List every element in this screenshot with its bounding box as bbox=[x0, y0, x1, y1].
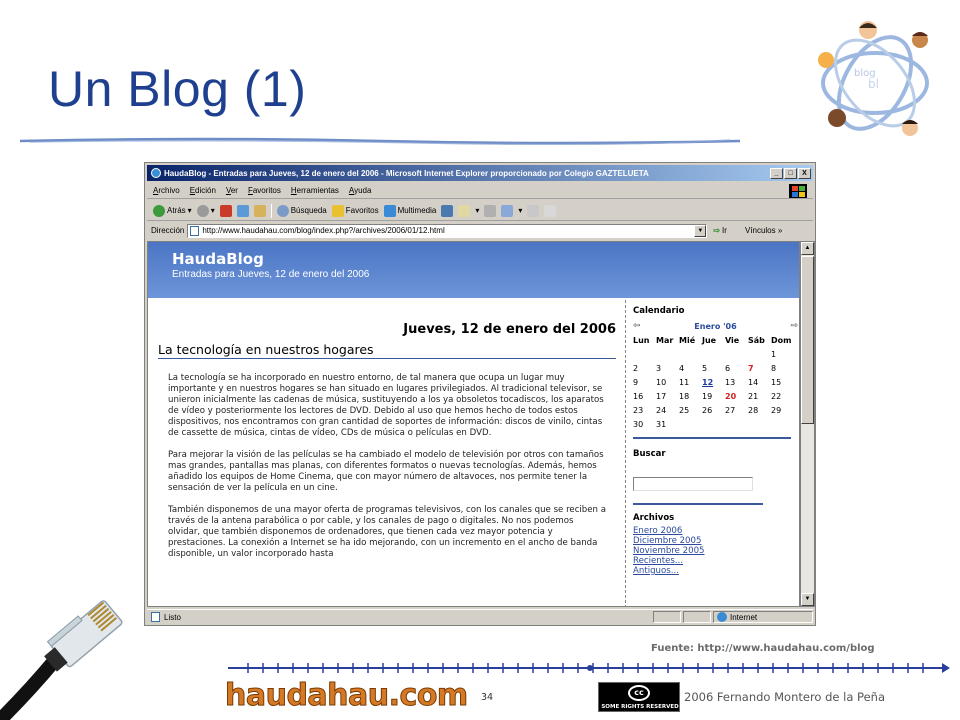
windows-logo-icon bbox=[789, 184, 807, 198]
calendar-weekday: Vie bbox=[725, 336, 740, 345]
status-cell bbox=[683, 611, 711, 623]
cc-text: SOME RIGHTS RESERVED bbox=[601, 704, 679, 710]
calendar-day: 10 bbox=[656, 378, 667, 387]
svg-text:bl: bl bbox=[868, 77, 879, 91]
calendar-day: 29 bbox=[771, 406, 782, 415]
address-label: Dirección bbox=[151, 226, 185, 235]
print-icon[interactable] bbox=[484, 205, 496, 217]
multimedia-button[interactable]: Multimedia bbox=[384, 205, 437, 217]
calendar-day: 17 bbox=[656, 392, 667, 401]
menu-edicion[interactable]: Edición bbox=[189, 186, 216, 195]
internet-explorer-icon bbox=[151, 168, 161, 178]
post-paragraph: Para mejorar la visión de las películas se ha cambiado el modelo de televisión por otros con tamaños mas grandes, pantallas mas planas, con diferentes formatos o nuevas tecnologías. Además, hemos añadido los equipos de Home Cinema, que con mayor número de altavoces, nos permite tener la sensación de ver la película en un cine. bbox=[168, 450, 604, 493]
search-button[interactable]: Búsqueda bbox=[277, 205, 327, 217]
address-input[interactable] bbox=[187, 224, 707, 238]
calendar-day: 6 bbox=[725, 364, 731, 373]
window-titlebar[interactable] bbox=[147, 165, 813, 181]
timeline-decoration bbox=[228, 660, 950, 680]
page-icon bbox=[190, 226, 199, 236]
menu-ayuda[interactable]: Ayuda bbox=[348, 186, 372, 195]
media-icon bbox=[384, 205, 396, 217]
calendar-day: 1 bbox=[771, 350, 777, 359]
go-button[interactable]: ⇨ Ir bbox=[713, 226, 727, 235]
scroll-down-button[interactable]: ▼ bbox=[801, 593, 814, 606]
page-number: 34 bbox=[481, 692, 494, 703]
address-bar bbox=[147, 222, 813, 239]
status-bar bbox=[147, 609, 813, 624]
post-title[interactable]: La tecnología en nuestros hogares bbox=[158, 342, 616, 359]
calendar-grid bbox=[633, 336, 798, 429]
calendar-day: 18 bbox=[679, 392, 690, 401]
title-underline bbox=[20, 137, 740, 145]
calendar-day bbox=[633, 350, 656, 359]
calendar-day: 23 bbox=[633, 406, 644, 415]
calendar-day: 9 bbox=[633, 378, 639, 387]
search-input[interactable] bbox=[633, 477, 753, 491]
page-done-icon bbox=[151, 612, 160, 622]
cc-icon: cc bbox=[628, 685, 650, 701]
go-arrow-icon: ⇨ bbox=[713, 226, 721, 235]
sidebar-divider bbox=[633, 437, 791, 439]
calendar-day bbox=[748, 350, 771, 359]
date-heading: Jueves, 12 de enero del 2006 bbox=[403, 322, 616, 337]
blog-header bbox=[148, 242, 800, 298]
calendar-day: 11 bbox=[679, 378, 690, 387]
menu-archivo[interactable]: Archivo bbox=[153, 186, 180, 195]
main-column bbox=[158, 312, 616, 571]
calendar-day: 2 bbox=[633, 364, 639, 373]
archive-link[interactable]: Antiguos... bbox=[633, 566, 679, 576]
edit-icon[interactable] bbox=[501, 205, 513, 217]
close-button[interactable]: X bbox=[798, 168, 811, 179]
calendar-weekday: Dom bbox=[771, 336, 792, 345]
calendar-day: 21 bbox=[748, 392, 759, 401]
calendar-day: 8 bbox=[771, 364, 777, 373]
calendar-day[interactable]: 12 bbox=[702, 378, 714, 387]
address-value: http://www.haudahau.com/blog/index.php?/archives/2006/01/12.html bbox=[202, 226, 445, 235]
vertical-scrollbar[interactable] bbox=[800, 241, 815, 607]
calendar-day: 16 bbox=[633, 392, 644, 401]
toolbar: Atrás ▾ ▾ Búsqueda Favoritos Multimedia ▾ ▾ bbox=[147, 201, 813, 221]
archive-link[interactable]: Noviembre 2005 bbox=[633, 546, 705, 556]
menu-herramientas[interactable]: Herramientas bbox=[290, 186, 339, 195]
calendar-day bbox=[725, 420, 748, 429]
calendar-day: 22 bbox=[771, 392, 782, 401]
archives-list bbox=[633, 526, 798, 576]
calendar-day: 31 bbox=[656, 420, 667, 429]
refresh-icon[interactable] bbox=[237, 205, 249, 217]
next-month-icon[interactable]: ⇨ bbox=[790, 321, 798, 331]
forward-arrow-icon bbox=[197, 205, 209, 217]
column-divider bbox=[625, 300, 626, 607]
calendar-weekday: Sáb bbox=[748, 336, 765, 345]
address-dropdown-button[interactable]: ▼ bbox=[694, 225, 706, 237]
menu-bar bbox=[147, 183, 813, 199]
mail-icon[interactable] bbox=[458, 205, 470, 217]
status-cell bbox=[653, 611, 681, 623]
sidebar-divider bbox=[633, 503, 763, 505]
blog-name[interactable]: HaudaBlog bbox=[172, 250, 264, 268]
post-paragraph: También disponemos de una mayor oferta de programas televisivos, con los canales que se reciben a través de la antena parabólica o por cable, y los canales de pago o digitales. No nos podemos olvidar, que también disponemos de ordenadores, que tienen cada vez mayor potencia y prestaciones. La conexión a Internet se ha ido mejorando, con un incremento en el ancho de banda disponible, un valor incorporado hasta bbox=[168, 505, 606, 559]
toolbar-separator bbox=[271, 204, 272, 218]
calendar-day: 27 bbox=[725, 406, 736, 415]
archive-link[interactable]: Diciembre 2005 bbox=[633, 536, 702, 546]
scroll-up-button[interactable]: ▲ bbox=[801, 242, 814, 255]
previous-month-icon[interactable]: ⇦ bbox=[633, 321, 641, 331]
svg-text:blog: blog bbox=[854, 68, 876, 79]
security-zone: Internet bbox=[713, 611, 813, 623]
creative-commons-badge[interactable] bbox=[598, 682, 680, 712]
archive-link[interactable]: Recientes... bbox=[633, 556, 684, 566]
favorites-button[interactable]: Favoritos bbox=[332, 205, 379, 217]
calendar-day: 4 bbox=[679, 364, 685, 373]
minimize-button[interactable]: _ bbox=[770, 168, 783, 179]
star-icon bbox=[332, 205, 344, 217]
blog-subtitle: Entradas para Jueves, 12 de enero del 2006 bbox=[172, 269, 370, 280]
calendar-day: 28 bbox=[748, 406, 759, 415]
status-text: Listo bbox=[164, 612, 181, 622]
post-paragraph: La tecnología se ha incorporado en nuestro entorno, de tal manera que ocupa un lugar muy importante y en nuestros hogares se han situado en lugares privilegiados. Al tradicional televisor, se unieron inicialmente las cadenas de música, sustituyendo a los ya obsoletos tocadiscos, los aparatos de vídeo y posteriormente los lectores de DVD. Debido al uso que hemos hecho de todos estos dispositivos, nos encontramos con gran cantidad de soportes de información: discos de vinilo, cintas de cassette de música, cintas de vídeo, CDs de música o películas en DVD. bbox=[168, 373, 604, 438]
calendar-day: 5 bbox=[702, 364, 708, 373]
calendar-month: Enero '06 bbox=[694, 321, 737, 331]
calendar-day: 24 bbox=[656, 406, 667, 415]
back-button[interactable]: Atrás ▾ bbox=[153, 205, 192, 217]
calendar-day: 30 bbox=[633, 420, 644, 429]
calendar-day: 3 bbox=[656, 364, 662, 373]
forward-button[interactable]: ▾ bbox=[197, 205, 215, 217]
calendar-weekday: Jue bbox=[702, 336, 717, 345]
calendar-day: 26 bbox=[702, 406, 713, 415]
search-title: Buscar bbox=[633, 449, 666, 459]
calendar-day[interactable]: 20 bbox=[725, 392, 737, 401]
discuss-icon[interactable] bbox=[527, 205, 539, 217]
calendar-day bbox=[702, 420, 725, 429]
calendar-weekday: Mié bbox=[679, 336, 696, 345]
haudahau-logo: haudahau.com bbox=[225, 678, 468, 713]
calendar-day bbox=[679, 350, 702, 359]
slide-title: Un Blog (1) bbox=[48, 61, 307, 117]
source-caption: Fuente: http://www.haudahau.com/blog bbox=[651, 643, 875, 654]
history-icon[interactable] bbox=[441, 205, 453, 217]
calendar-weekday: Lun bbox=[633, 336, 650, 345]
calendar-weekday: Mar bbox=[656, 336, 674, 345]
search-icon bbox=[277, 205, 289, 217]
browser-window bbox=[144, 162, 816, 626]
calendar-day bbox=[771, 420, 794, 429]
home-icon[interactable] bbox=[254, 205, 266, 217]
calendar-day: 19 bbox=[702, 392, 713, 401]
calendar-day bbox=[725, 350, 748, 359]
copyright-text: 2006 Fernando Montero de la Peña bbox=[684, 690, 885, 704]
network-cable-icon bbox=[0, 590, 150, 720]
messenger-icon[interactable] bbox=[544, 205, 556, 217]
menu-favoritos[interactable]: Favoritos bbox=[247, 186, 281, 195]
menu-ver[interactable]: Ver bbox=[225, 186, 238, 195]
calendar-day bbox=[702, 350, 725, 359]
window-title: HaudaBlog - Entradas para Jueves, 12 de enero del 2006 - Microsoft Internet Explorer proporcionado por Colegio GAZTELUETA bbox=[164, 168, 649, 178]
sidebar bbox=[633, 306, 798, 576]
calendar-day: 25 bbox=[679, 406, 690, 415]
maximize-button[interactable]: □ bbox=[784, 168, 797, 179]
stop-icon[interactable] bbox=[220, 205, 232, 217]
archive-link[interactable]: Enero 2006 bbox=[633, 526, 683, 536]
calendar-title: Calendario bbox=[633, 306, 685, 316]
page-viewport bbox=[147, 241, 800, 607]
calendar-day[interactable]: 7 bbox=[748, 364, 754, 373]
archives-title: Archivos bbox=[633, 513, 675, 523]
globe-icon bbox=[717, 612, 727, 622]
blog-network-logo bbox=[810, 18, 940, 143]
calendar-day bbox=[748, 420, 771, 429]
calendar-day: 15 bbox=[771, 378, 782, 387]
calendar-nav bbox=[633, 321, 798, 331]
post-body bbox=[168, 373, 608, 560]
calendar-day bbox=[656, 350, 679, 359]
links-button[interactable]: Vínculos » bbox=[744, 226, 783, 235]
calendar-day: 13 bbox=[725, 378, 736, 387]
calendar-day bbox=[679, 420, 702, 429]
back-arrow-icon bbox=[153, 205, 165, 217]
scroll-thumb[interactable] bbox=[801, 256, 814, 424]
calendar-day: 14 bbox=[748, 378, 759, 387]
